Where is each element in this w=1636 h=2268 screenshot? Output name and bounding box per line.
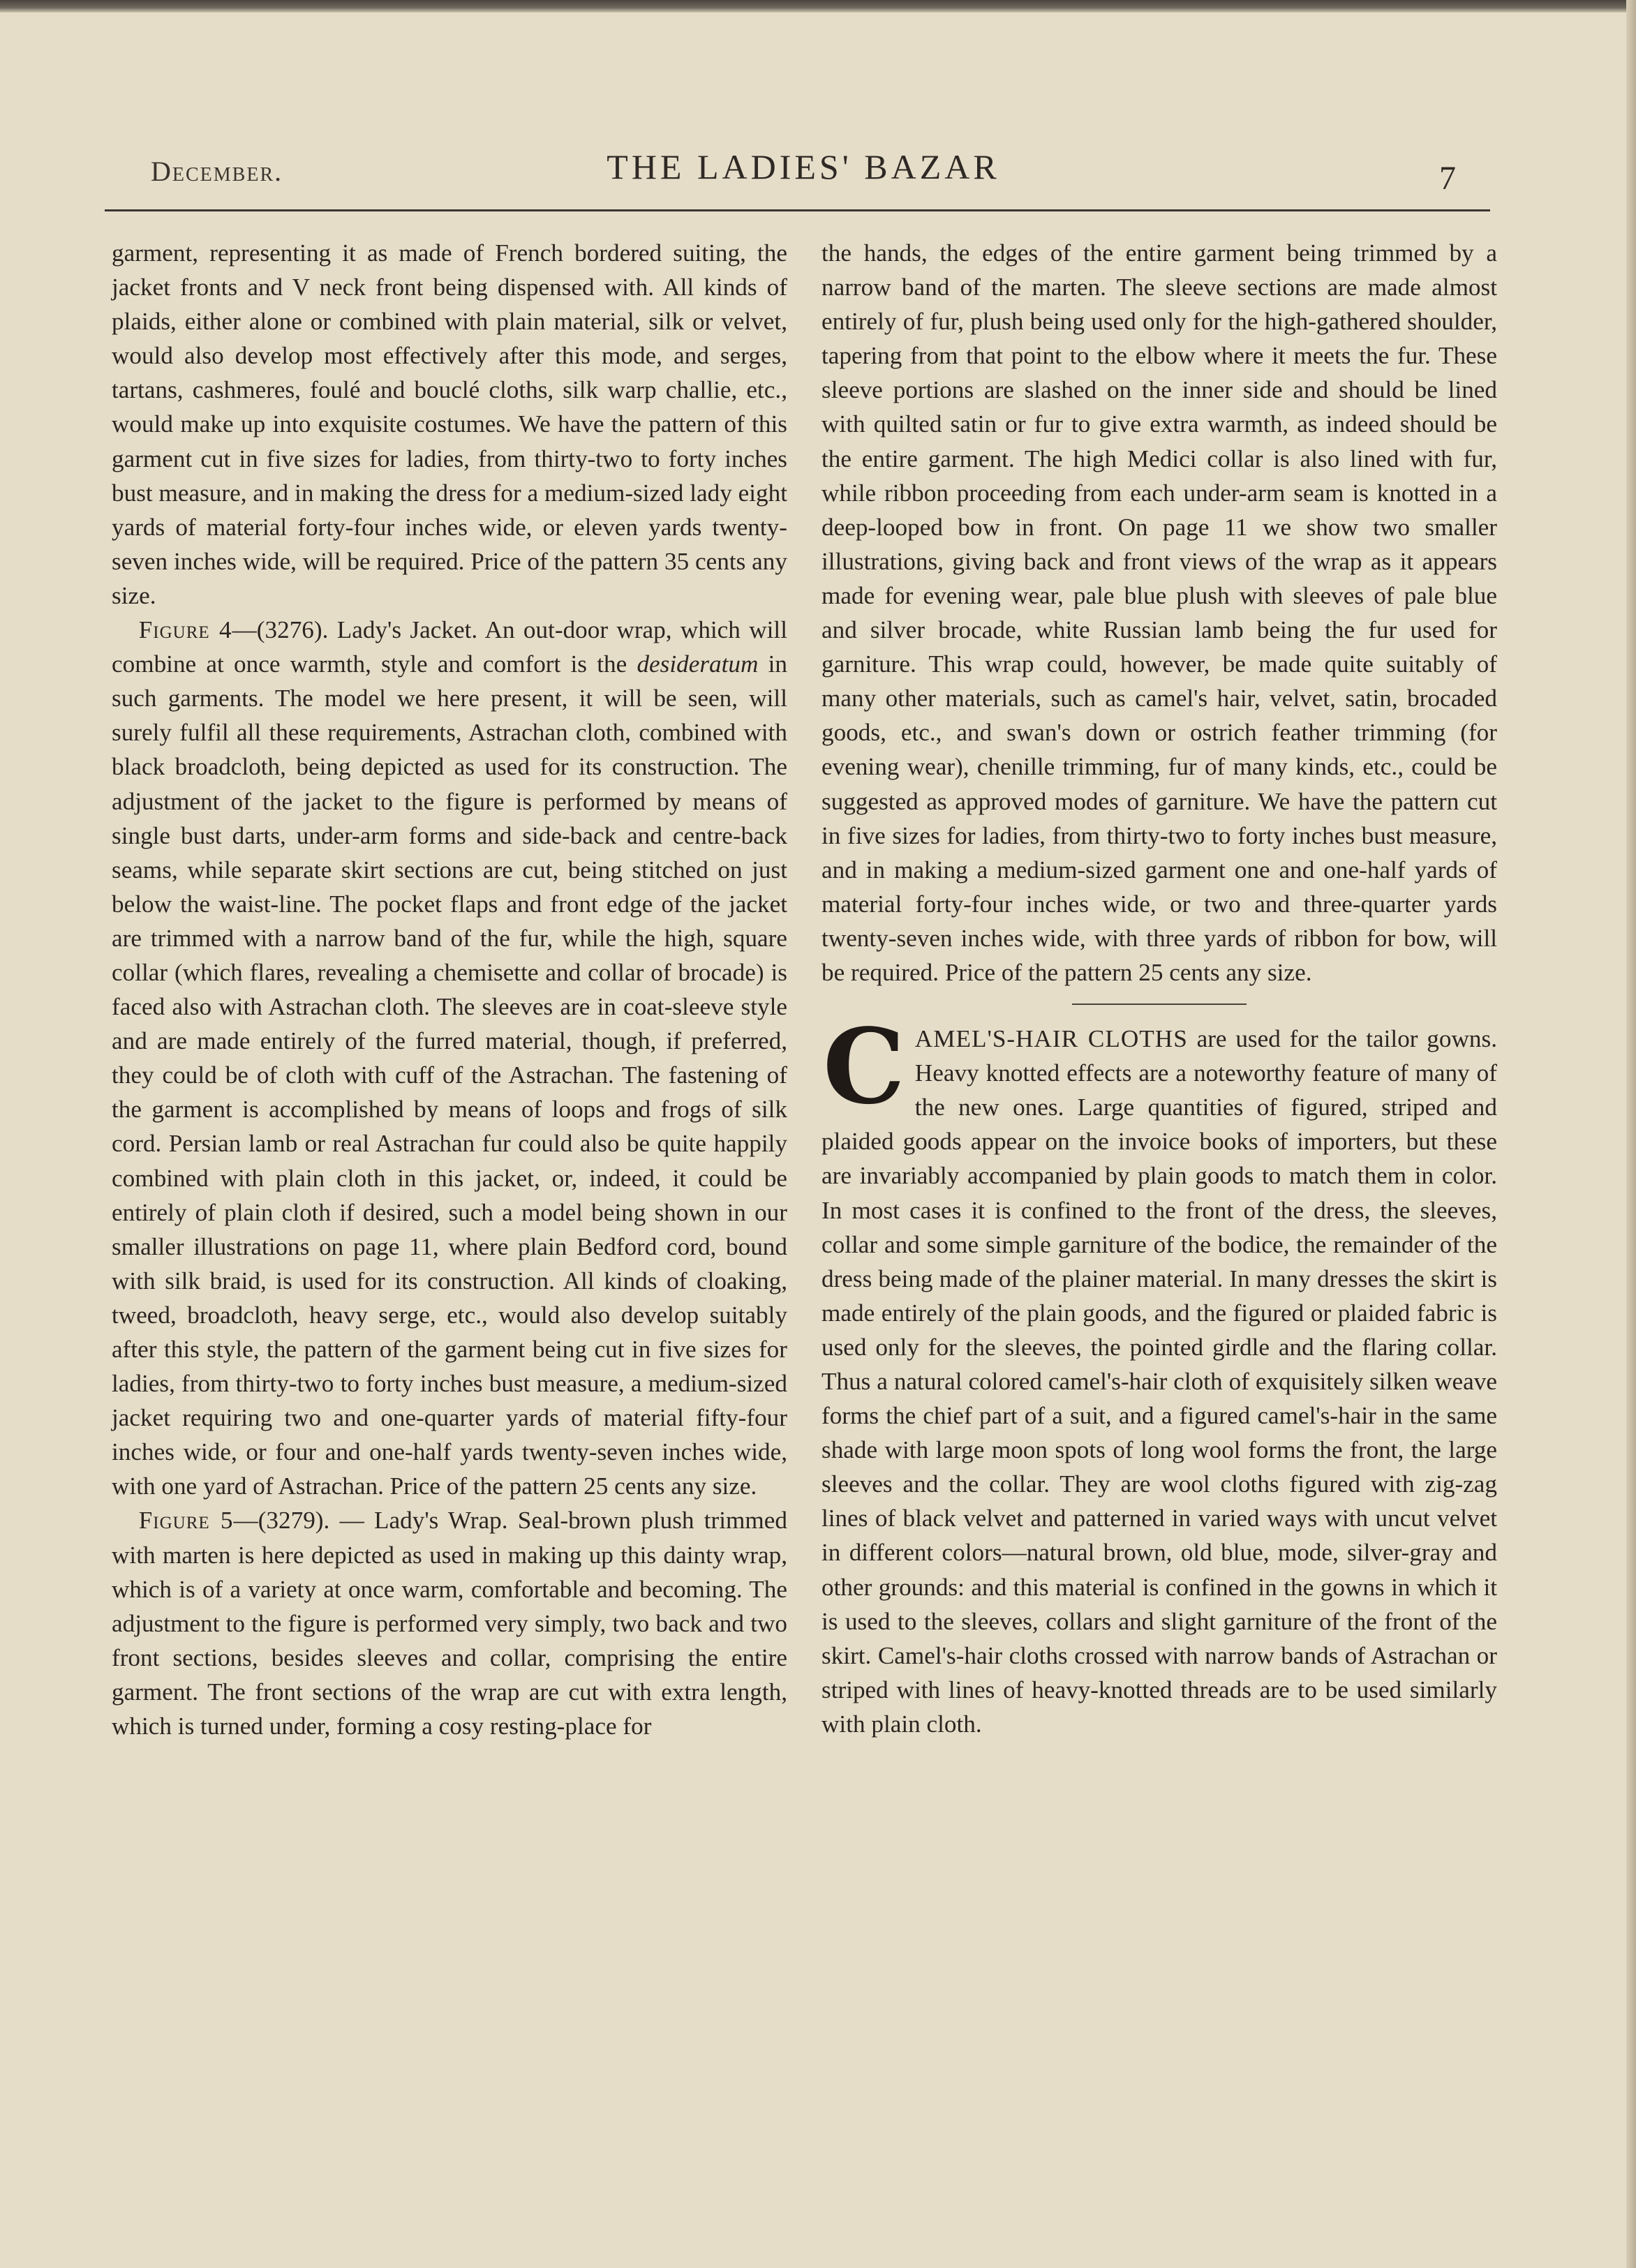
page-right-edge xyxy=(1626,0,1636,2268)
header-title: THE LADIES' BAZAR xyxy=(607,147,1000,186)
right-column xyxy=(821,236,1497,1741)
header-month: December. xyxy=(151,156,283,187)
page-top-edge xyxy=(0,0,1636,13)
figure-4-emphasis: desideratum xyxy=(637,650,759,678)
paragraph-figure-4 xyxy=(112,613,787,1503)
figure-4-text-a: —(3276). Lady's Jacket. An out-door wrap, which will combine at once warmth, style and comfort is the xyxy=(112,616,787,678)
drop-cap: C xyxy=(823,1006,905,1128)
paragraph-garment-continued: garment, representing it as made of French bordered suiting, the jacket fronts and V neck front being dispensed with. All kinds of plaids, either alone or combined with plain material, silk or velvet, would also develop most effectively after this mode, and serges, tartans, cashmeres, foulé and bouclé cloths, silk warp challie, etc., would make up into exquisite costumes. We have the pattern of this garment cut in five sizes for ladies, from thirty-two to forty inches bust measure, and in making the dress for a medium-sized lady eight yards of material forty-four inches wide, or eleven yards twenty-seven inches wide, will be required. Price of the pattern 35 cents any size. xyxy=(112,239,787,609)
camels-hair-text: are used for the tailor gowns. Heavy knotted effects are a noteworthy feature of many of the new ones. Large quantities of figured, striped and plaided goods appear on the invoice books of importers, but these are invariably accompanied by plain goods to match them in color. In most cases it is confined to the front of the dress, the sleeves, collar and some simple garniture of the bodice, the remainder of the dress being made of the plainer material. In many dresses the skirt is made entirely of the plain goods, and the figured or plaided fabric is used only for the sleeves, the pointed girdle and the flaring collar. Thus a natural colored camel's-hair cloth of exquisitely silken weave forms the chief part of a suit, and a figured camel's-hair in the same shade with large moon spots of long wool forms the front, the large sleeves and the collar. They are wool cloths figured with zig-zag lines of black velvet and patterned in varied ways with uncut velvet in different colors—natural brown, old blue, mode, silver-gray and other grounds: and this material is confined in the gowns in which it is used to the sleeves, collars and slight garniture of the front of the skirt. Camel's-hair cloths crossed with narrow bands of Astrachan or striped with lines of heavy-knotted threads are to be used similarly with plain cloth. xyxy=(821,1025,1497,1738)
section-divider xyxy=(1072,1004,1247,1005)
figure-5-text: —(3279). — Lady's Wrap. Seal-brown plush trimmed with marten is here depicted as used in making up this dainty wrap, which is of a variety at once warm, comfortable and becoming. The adjustment to the figure is performed very simply, two back and two front sections, besides sleeves and collar, comprising the entire garment. The front sections of the wrap are cut with extra length, which is turned under, forming a cosy resting-place for xyxy=(112,1507,788,1740)
figure-4-label: Figure 4 xyxy=(138,616,232,644)
left-column xyxy=(112,236,787,1743)
figure-4-text-b: in such garments. The model we here present, it will be seen, will surely fulfil all these requirements, Astrachan cloth, combined with black broadcloth, being depicted as used for its construction. The adjustment of the jacket to the figure is performed by means of single bust darts, under-arm forms and side-back and centre-back seams, while separate skirt sections are cut, being stitched on just below the waist-line. The pocket flaps and front edge of the jacket are trimmed with a narrow band of the fur, while the high, square collar (which flares, revealing a chemisette and collar of brocade) is faced also with Astrachan cloth. The sleeves are in coat-sleeve style and are made entirely of the furred material, though, if preferred, they could be of cloth with cuff of the Astrachan. The fastening of the garment is accomplished by means of loops and frogs of silk cord. Persian lamb or real Astrachan fur could also be quite happily combined with plain cloth in this jacket, or, indeed, it could be entirely of plain cloth if desired, such a model being shown in our smaller illustrations on page 11, where plain Bedford cord, bound with silk braid, is used for its construction. All kinds of cloaking, tweed, broadcloth, heavy serge, etc., would also develop suitably after this style, the pattern of the garment being cut in five sizes for ladies, from thirty-two to forty inches bust measure, a medium-sized jacket requiring two and one-quarter yards of material fifty-four inches wide, or four and one-half yards twenty-seven inches wide, with one yard of Astrachan. Price of the pattern 25 cents any size. xyxy=(112,650,788,1500)
lead-in-caps: AMEL'S-HAIR CLOTHS xyxy=(914,1025,1188,1053)
figure-5-label: Figure 5 xyxy=(138,1507,234,1535)
page-number: 7 xyxy=(1439,160,1456,197)
paragraph-camels-hair xyxy=(821,1006,1497,1741)
running-header xyxy=(151,147,1456,195)
header-rule xyxy=(105,209,1490,211)
paragraph-wrap-continued: the hands, the edges of the entire garment being trimmed by a narrow band of the marten. The sleeve sections are made almost entirely of fur, plush being used only for the high-gathered shoulder, tapering from that point to the elbow where it meets the fur. These sleeve portions are slashed on the inner side and should be lined with quilted satin or fur to give extra warmth, as indeed should be the entire garment. The high Medici collar is also lined with fur, while ribbon proceeding from each under-arm seam is knotted in a deep-looped bow in front. On page 11 we show two smaller illustrations, giving back and front views of the wrap as it appears made for evening wear, pale blue plush with sleeves of pale blue and silver brocade, white Russian lamb being the fur used for garniture. This wrap could, however, be made quite suitably of many other materials, such as camel's hair, velvet, satin, brocaded goods, etc., and swan's down or ostrich feather trimming (for evening wear), chenille trimming, fur of many kinds, etc., could be suggested as approved modes of garniture. We have the pattern cut in five sizes for ladies, from thirty-two to forty inches bust measure, and in making a medium-sized garment one and one-half yards of material forty-four inches wide, or two and three-quarter yards twenty-seven inches wide, with three yards of ribbon for bow, will be required. Price of the pattern 25 cents any size. xyxy=(821,239,1497,986)
paragraph-figure-5 xyxy=(112,1503,787,1743)
